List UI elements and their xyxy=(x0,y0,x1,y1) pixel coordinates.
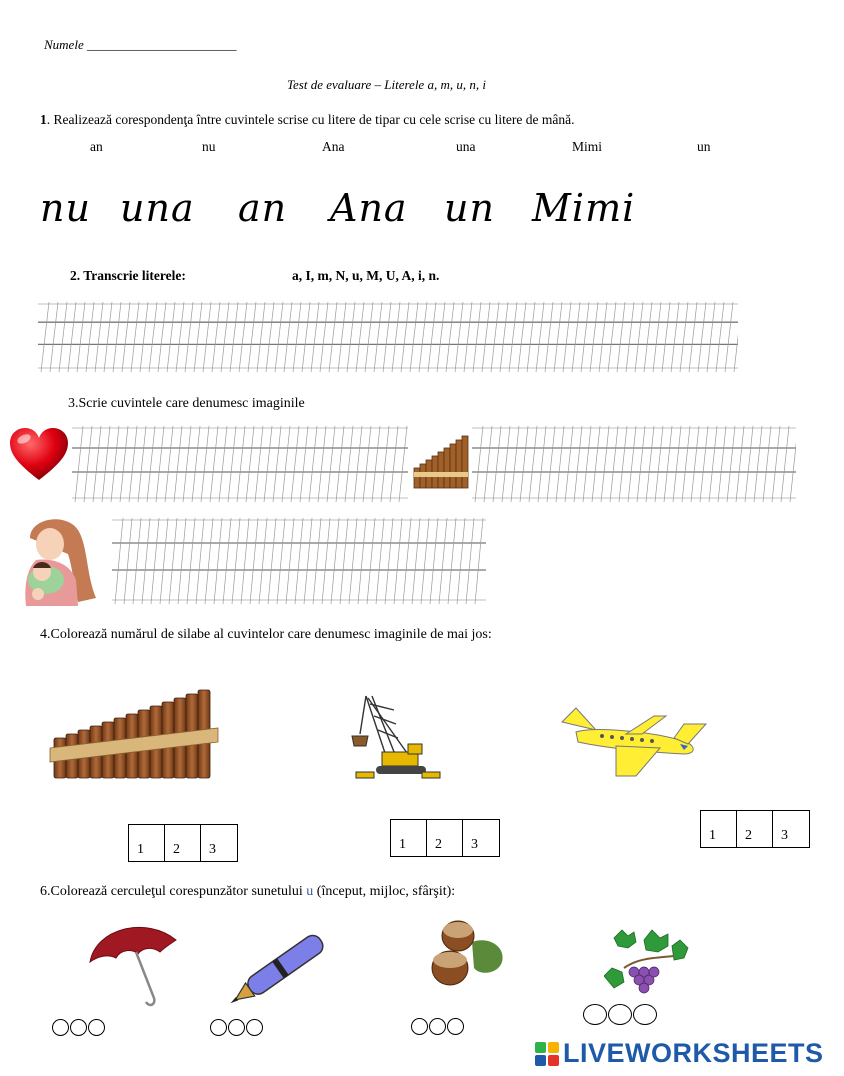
syllable-option[interactable]: 2 xyxy=(427,820,463,856)
sound-position-circles xyxy=(583,1004,658,1025)
heart-image xyxy=(8,426,70,482)
circle-middle[interactable] xyxy=(429,1018,446,1035)
test-title: Test de evaluare – Literele a, m, u, n, i xyxy=(287,77,486,92)
circle-start[interactable] xyxy=(411,1018,428,1035)
ex6-highlight-letter: u xyxy=(306,884,314,899)
print-word[interactable]: an xyxy=(90,139,103,154)
writing-lines-ex2[interactable] xyxy=(38,300,738,374)
ex2-instruction: 2. Transcrie literele: xyxy=(70,268,186,283)
ex1-instruction xyxy=(40,112,574,128)
circle-end[interactable] xyxy=(246,1019,263,1036)
cursive-word[interactable]: un xyxy=(444,186,495,230)
cursive-word[interactable]: Ana xyxy=(330,186,408,230)
hazelnut-image xyxy=(428,916,508,990)
circle-middle[interactable] xyxy=(70,1019,87,1036)
panpipe-image xyxy=(48,688,220,780)
name-label: Numele xyxy=(44,37,84,52)
name-row xyxy=(44,37,236,53)
syllable-option[interactable]: 3 xyxy=(209,842,216,857)
syllable-option[interactable]: 3 xyxy=(471,837,478,852)
writing-lines-panpipe[interactable] xyxy=(472,424,796,504)
ex3-instruction: 3.Scrie cuvintele care denumesc imaginile xyxy=(68,396,305,411)
syllable-box-crane xyxy=(390,819,500,857)
print-word[interactable]: un xyxy=(697,139,711,154)
cursive-word[interactable]: an xyxy=(238,186,288,230)
circle-end[interactable] xyxy=(633,1004,657,1025)
syllable-box-airplane xyxy=(700,810,810,848)
syllable-option[interactable]: 3 xyxy=(781,828,788,843)
sound-position-circles xyxy=(411,1018,465,1035)
ex6-text-prefix: 6.Colorează cerculeţul corespunzător sunetului xyxy=(40,884,307,899)
sound-position-circles xyxy=(52,1019,106,1036)
print-word[interactable]: una xyxy=(456,139,476,154)
print-word[interactable]: nu xyxy=(202,139,216,154)
logo-icon xyxy=(535,1042,559,1066)
mother-image xyxy=(16,514,100,606)
pen-image xyxy=(218,928,340,1012)
syllable-box-panpipe xyxy=(128,824,238,862)
writing-lines-heart[interactable] xyxy=(72,424,408,504)
syllable-option[interactable]: 2 xyxy=(737,811,773,847)
syllable-option[interactable]: 2 xyxy=(165,825,201,861)
ex6-text-suffix: (început, mijloc, sfârşit): xyxy=(313,884,456,899)
circle-end[interactable] xyxy=(447,1018,464,1035)
ex6-instruction xyxy=(40,884,455,900)
cursive-word[interactable]: una xyxy=(120,186,195,230)
cursive-word[interactable]: nu xyxy=(40,186,91,230)
circle-start[interactable] xyxy=(210,1019,227,1036)
circle-middle[interactable] xyxy=(228,1019,245,1036)
umbrella-image xyxy=(86,918,182,1010)
ex4-instruction: 4.Colorează numărul de silabe al cuvintelor care denumesc imaginile de mai jos: xyxy=(40,627,492,642)
ex1-number: 1 xyxy=(40,112,47,127)
grapes-image xyxy=(604,928,696,998)
ex1-text: . Realizează corespondenţa între cuvintele scrise cu litere de tipar cu cele scrise cu litere de mână. xyxy=(46,112,575,127)
syllable-option[interactable]: 1 xyxy=(391,820,427,856)
print-word[interactable]: Ana xyxy=(322,139,345,154)
cursive-word[interactable]: Mimi xyxy=(532,186,636,230)
syllable-option[interactable]: 1 xyxy=(129,825,165,861)
airplane-image xyxy=(556,702,708,780)
circle-start[interactable] xyxy=(52,1019,69,1036)
circle-end[interactable] xyxy=(88,1019,105,1036)
panpipe-small-image xyxy=(410,432,472,492)
ex2-letters: a, I, m, N, u, M, U, A, i, n. xyxy=(292,268,440,283)
circle-middle[interactable] xyxy=(608,1004,632,1025)
print-word[interactable]: Mimi xyxy=(572,139,603,154)
circle-start[interactable] xyxy=(583,1004,607,1025)
crane-image xyxy=(348,690,444,782)
liveworksheets-logo[interactable] xyxy=(535,1038,824,1069)
name-field[interactable]: _______________________ xyxy=(86,37,237,52)
sound-position-circles xyxy=(210,1019,264,1036)
syllable-option[interactable]: 1 xyxy=(701,811,737,847)
logo-text: LIVEWORKSHEETS xyxy=(563,1038,824,1068)
writing-lines-mother[interactable] xyxy=(112,516,486,606)
